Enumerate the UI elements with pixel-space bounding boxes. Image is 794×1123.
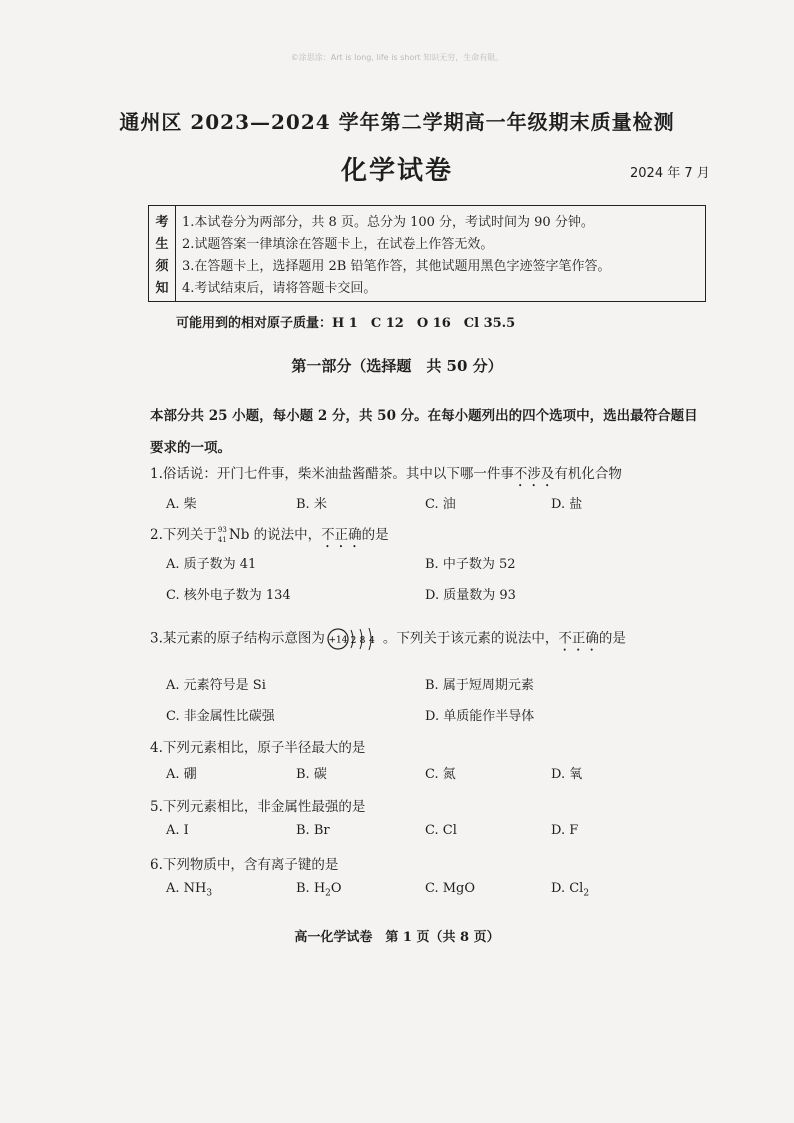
atomic-masses: 可能用到的相对原子质量：H 1 C 12 O 16 Cl 35.5 <box>176 316 516 331</box>
question-text: 1.俗话说：开门七件事，柴米油盐酱醋茶。其中以下哪一件事 <box>150 466 514 482</box>
shell-electrons: 4 <box>369 636 375 646</box>
question-text: 。下列关于该元素的说法中， <box>382 630 559 647</box>
question-text: 3.某元素的原子结构示意图为 <box>150 630 325 647</box>
atomic-number: 41 <box>217 535 227 544</box>
emphasis-text: 不正确 <box>321 527 362 543</box>
question-text: 的是 <box>361 527 389 543</box>
option-a: A. 柴 <box>166 497 197 512</box>
part-description: 本部分共 25 小题，每小题 2 分，共 50 分。在每小题列出的四个选项中，选出最符合题目要求的一项。 <box>150 408 698 456</box>
question-text: 的说法中， <box>249 527 322 543</box>
formula-text: O <box>330 881 342 896</box>
option-a <box>166 881 212 899</box>
notice-item: 3.在答题卡上，选择题用 2B 铅笔作答，其他试题用黑色字迹签字笔作答。 <box>182 258 611 274</box>
notice-item: 2.试题答案一律填涂在答题卡上，在试卷上作答无效。 <box>182 237 494 253</box>
option-d <box>551 881 589 899</box>
formula-subscript: 2 <box>583 888 590 899</box>
question-4: 4.下列元素相比，原子半径最大的是 <box>150 740 366 756</box>
notice-label-char: 生 <box>155 237 169 253</box>
option-b <box>296 881 342 899</box>
option-a: A. 质子数为 41 <box>166 557 257 572</box>
option-c: C. 核外电子数为 134 <box>166 588 291 603</box>
option-b: B. Br <box>296 823 330 838</box>
element-symbol: Nb <box>228 527 250 543</box>
question-2 <box>150 523 389 551</box>
nuclide-notation <box>217 525 229 544</box>
option-a: A. 元素符号是 Si <box>166 678 266 693</box>
option-b: B. 中子数为 52 <box>425 557 516 572</box>
notice-box <box>148 205 706 302</box>
option-b: B. 碳 <box>296 767 327 782</box>
exam-title: 通州区 2023—2024 学年第二学期高一年级期末质量检测 <box>119 110 675 134</box>
formula-text: B. H <box>296 881 326 896</box>
question-6: 6.下列物质中，含有离子键的是 <box>150 857 339 873</box>
formula-text: C. MgO <box>425 881 476 896</box>
notice-label <box>149 206 176 301</box>
option-c: C. Cl <box>425 823 457 838</box>
notice-label-char: 知 <box>155 280 169 296</box>
notice-item: 4.考试结束后，请将答题卡交回。 <box>182 280 377 296</box>
option-d: D. 质量数为 93 <box>425 588 516 603</box>
watermark-text: ©涂思涂：Art is long, life is short 知识无穷，生命有限。 <box>290 53 504 62</box>
shell-electrons: 2 <box>350 636 357 646</box>
option-c: C. 非金属性比碳强 <box>166 709 275 724</box>
option-d: D. 单质能作半导体 <box>425 709 535 724</box>
question-1 <box>150 462 622 490</box>
option-b: B. 属于短周期元素 <box>425 678 534 693</box>
option-d: D. F <box>551 823 579 838</box>
question-3 <box>150 626 626 655</box>
page-footer: 高一化学试卷 第 1 页（共 8 页） <box>294 930 500 945</box>
question-text: 有机化合物 <box>554 466 622 482</box>
question-text: 的是 <box>598 630 626 647</box>
notice-item: 1.本试卷分为两部分，共 8 页。总分为 100 分，考试时间为 90 分钟。 <box>182 215 594 231</box>
emphasis-text: 不正确 <box>558 630 599 647</box>
option-b: B. 米 <box>296 497 327 512</box>
option-c: C. 氮 <box>425 767 456 782</box>
option-a: A. I <box>166 823 189 838</box>
nucleus-charge: +14 <box>328 635 348 646</box>
option-c <box>425 881 475 899</box>
exam-date: 2024 年 7 月 <box>630 166 710 181</box>
option-d: D. 盐 <box>551 497 583 512</box>
notice-items <box>176 206 705 301</box>
option-a: A. 硼 <box>166 767 197 782</box>
shell-electrons: 8 <box>359 636 366 646</box>
option-d: D. 氧 <box>551 767 583 782</box>
part-title: 第一部分（选择题 共 50 分） <box>291 357 503 375</box>
question-text: 2.下列关于 <box>150 527 217 543</box>
notice-label-char: 须 <box>155 258 169 274</box>
formula-subscript: 2 <box>325 888 331 899</box>
formula-text: A. NH <box>166 881 207 896</box>
atom-structure-diagram <box>327 626 381 652</box>
option-c: C. 油 <box>425 497 456 512</box>
formula-subscript: 3 <box>206 888 213 899</box>
emphasis-text: 不涉及 <box>513 466 555 482</box>
question-5: 5.下列元素相比，非金属性最强的是 <box>150 799 366 815</box>
mass-number: 93 <box>217 525 227 534</box>
notice-label-char: 考 <box>155 215 169 231</box>
exam-subtitle: 化学试卷 <box>340 156 453 186</box>
formula-text: D. Cl <box>551 881 584 896</box>
